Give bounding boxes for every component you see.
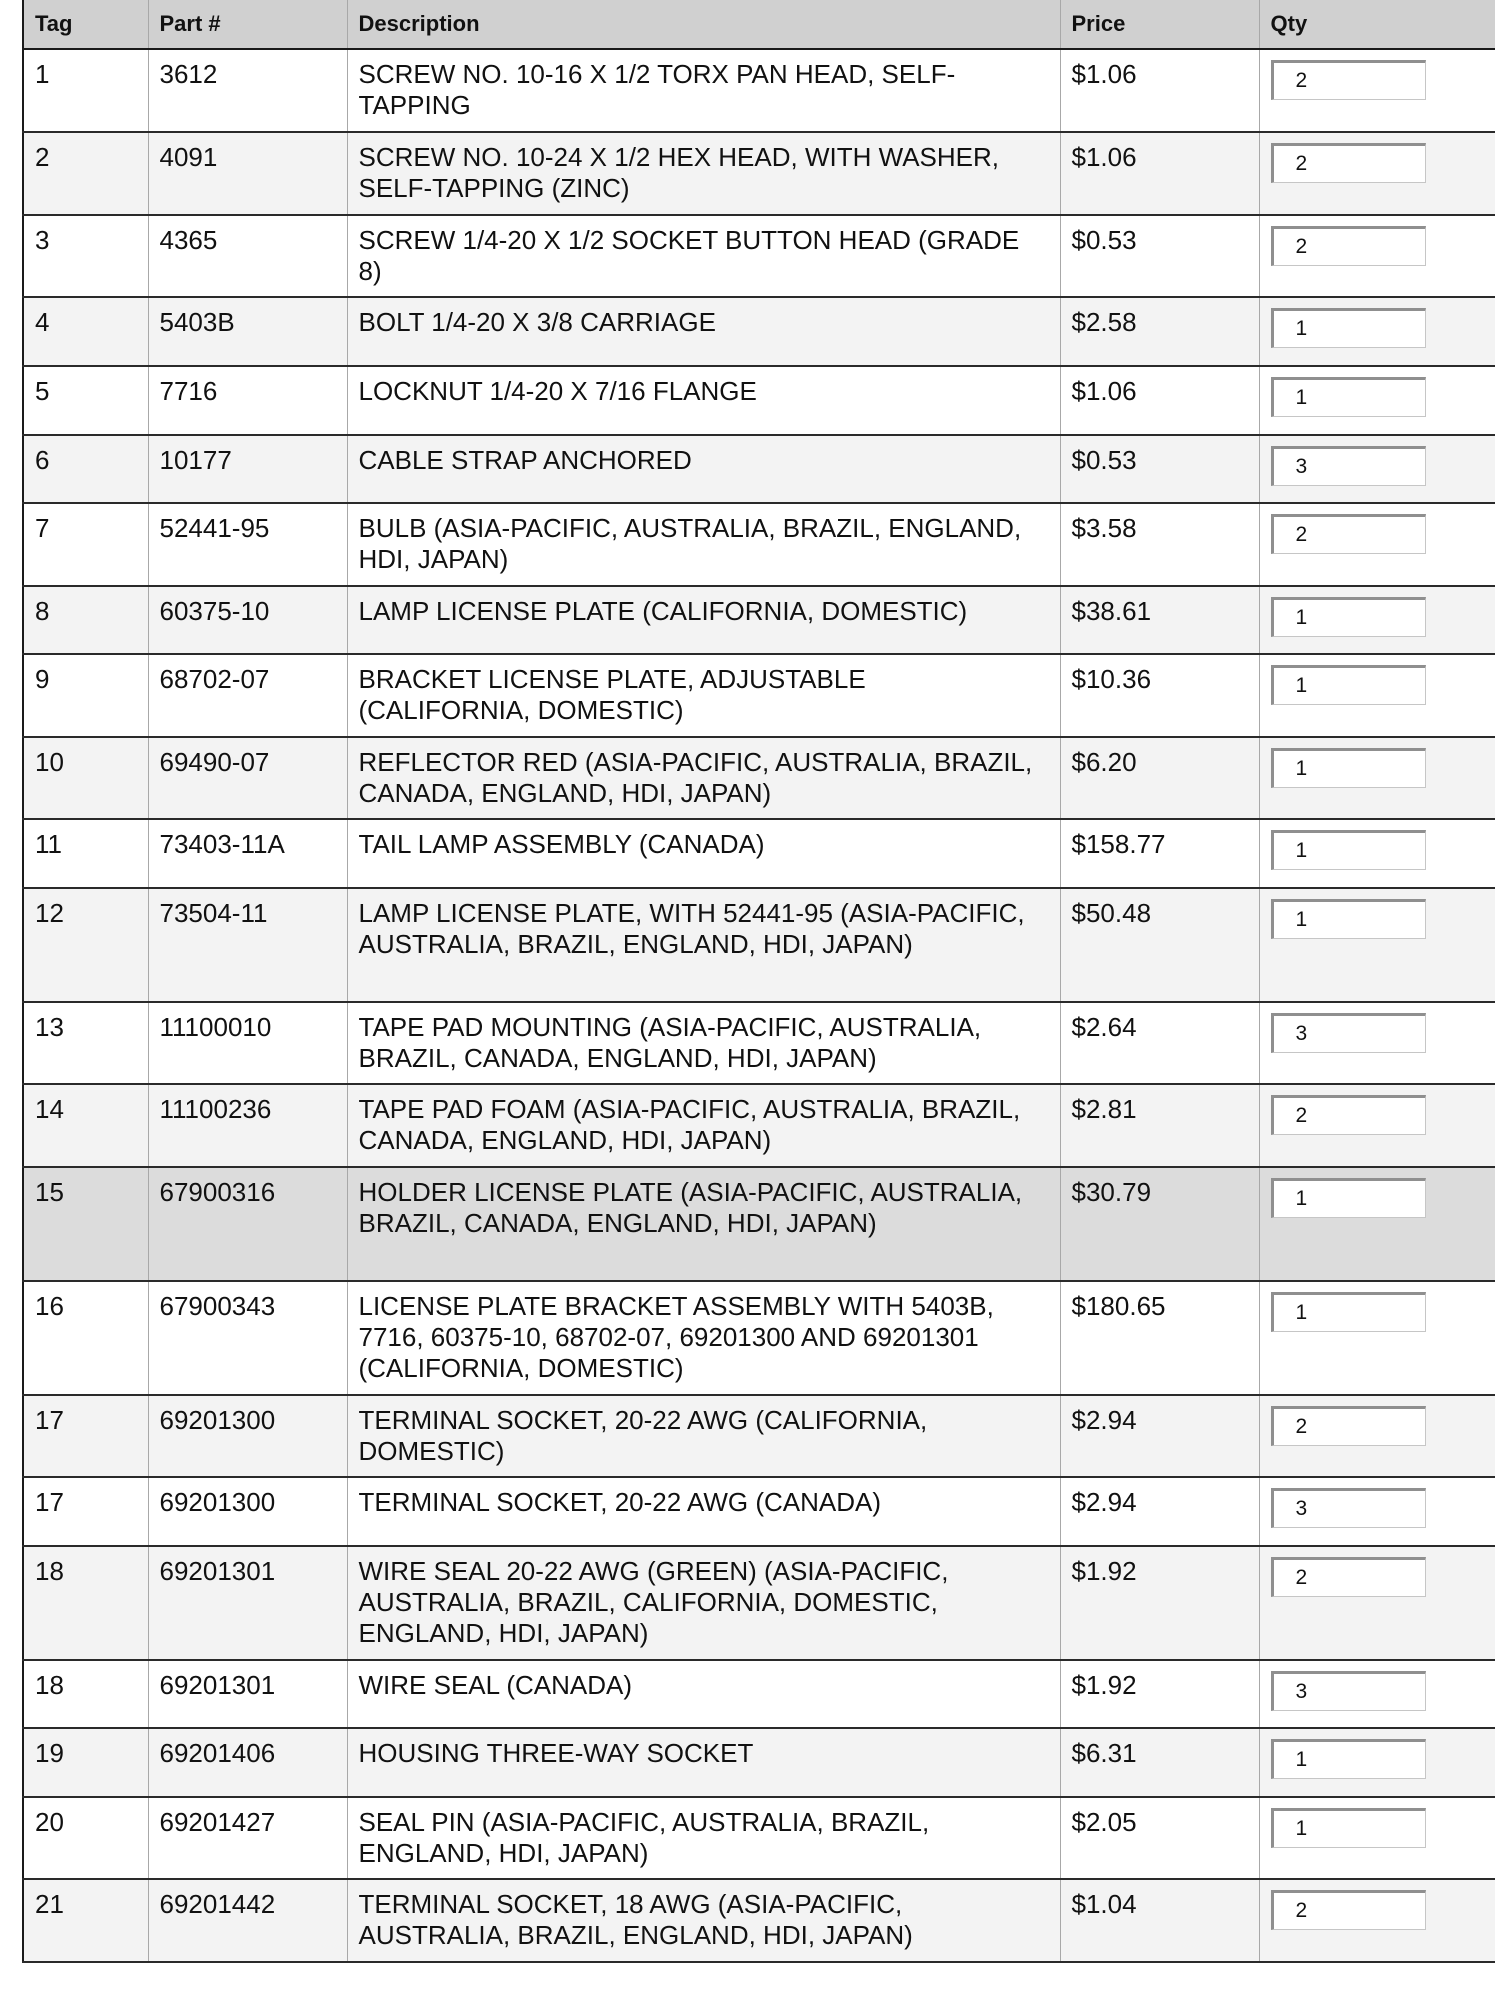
tag-cell: 18 bbox=[23, 1546, 148, 1660]
tag-cell: 10 bbox=[23, 737, 148, 819]
description-cell: REFLECTOR RED (ASIA-PACIFIC, AUSTRALIA, BRAZIL, CANADA, ENGLAND, HDI, JAPAN) bbox=[347, 737, 1060, 819]
part-number-cell: 69201301 bbox=[148, 1660, 347, 1728]
qty-input[interactable] bbox=[1271, 1178, 1426, 1218]
qty-cell bbox=[1259, 1002, 1495, 1084]
tag-cell: 2 bbox=[23, 132, 148, 215]
table-row bbox=[23, 1167, 1495, 1281]
price-cell: $2.94 bbox=[1060, 1395, 1259, 1477]
description-cell: BULB (ASIA-PACIFIC, AUSTRALIA, BRAZIL, ENGLAND, HDI, JAPAN) bbox=[347, 503, 1060, 586]
qty-input[interactable] bbox=[1271, 1890, 1426, 1930]
table-row bbox=[23, 1879, 1495, 1962]
qty-input[interactable] bbox=[1271, 1671, 1426, 1711]
table-row bbox=[23, 1728, 1495, 1797]
qty-cell bbox=[1259, 586, 1495, 654]
description-cell: LAMP LICENSE PLATE (CALIFORNIA, DOMESTIC) bbox=[347, 586, 1060, 654]
price-cell: $1.06 bbox=[1060, 132, 1259, 215]
description-cell: WIRE SEAL 20-22 AWG (GREEN) (ASIA-PACIFIC, AUSTRALIA, BRAZIL, CALIFORNIA, DOMESTIC, ENGLAND, HDI, JAPAN) bbox=[347, 1546, 1060, 1660]
qty-input[interactable] bbox=[1271, 1406, 1426, 1446]
price-cell: $30.79 bbox=[1060, 1167, 1259, 1281]
table-row bbox=[23, 819, 1495, 888]
price-cell: $6.20 bbox=[1060, 737, 1259, 819]
price-cell: $2.94 bbox=[1060, 1477, 1259, 1546]
qty-cell bbox=[1259, 297, 1495, 366]
qty-cell bbox=[1259, 1477, 1495, 1546]
part-number-cell: 69201442 bbox=[148, 1879, 347, 1962]
qty-input[interactable] bbox=[1271, 377, 1426, 417]
table-row bbox=[23, 132, 1495, 215]
tag-cell: 8 bbox=[23, 586, 148, 654]
qty-input[interactable] bbox=[1271, 597, 1426, 637]
table-row bbox=[23, 435, 1495, 503]
price-cell: $3.58 bbox=[1060, 503, 1259, 586]
part-number-cell: 4365 bbox=[148, 215, 347, 297]
price-cell: $1.92 bbox=[1060, 1660, 1259, 1728]
qty-input[interactable] bbox=[1271, 308, 1426, 348]
qty-input[interactable] bbox=[1271, 830, 1426, 870]
price-cell: $10.36 bbox=[1060, 654, 1259, 737]
description-cell: SCREW 1/4-20 X 1/2 SOCKET BUTTON HEAD (GRADE 8) bbox=[347, 215, 1060, 297]
price-cell: $1.06 bbox=[1060, 366, 1259, 435]
table-row bbox=[23, 1084, 1495, 1167]
part-number-cell: 69201301 bbox=[148, 1546, 347, 1660]
price-cell: $0.53 bbox=[1060, 215, 1259, 297]
tag-cell: 14 bbox=[23, 1084, 148, 1167]
table-row bbox=[23, 503, 1495, 586]
table-header-row bbox=[23, 0, 1495, 49]
tag-cell: 6 bbox=[23, 435, 148, 503]
price-cell: $2.64 bbox=[1060, 1002, 1259, 1084]
table-row bbox=[23, 1660, 1495, 1728]
table-row bbox=[23, 737, 1495, 819]
column-header-description: Description bbox=[347, 0, 1060, 49]
qty-input[interactable] bbox=[1271, 1095, 1426, 1135]
tag-cell: 17 bbox=[23, 1477, 148, 1546]
qty-cell bbox=[1259, 49, 1495, 132]
qty-cell bbox=[1259, 1281, 1495, 1395]
qty-input[interactable] bbox=[1271, 1292, 1426, 1332]
price-cell: $0.53 bbox=[1060, 435, 1259, 503]
qty-input[interactable] bbox=[1271, 514, 1426, 554]
part-number-cell: 69201300 bbox=[148, 1477, 347, 1546]
price-cell: $2.58 bbox=[1060, 297, 1259, 366]
tag-cell: 4 bbox=[23, 297, 148, 366]
price-cell: $1.92 bbox=[1060, 1546, 1259, 1660]
qty-cell bbox=[1259, 888, 1495, 1002]
part-number-cell: 68702-07 bbox=[148, 654, 347, 737]
part-number-cell: 52441-95 bbox=[148, 503, 347, 586]
qty-cell bbox=[1259, 654, 1495, 737]
qty-cell bbox=[1259, 1728, 1495, 1797]
price-cell: $158.77 bbox=[1060, 819, 1259, 888]
part-number-cell: 10177 bbox=[148, 435, 347, 503]
description-cell: LAMP LICENSE PLATE, WITH 52441-95 (ASIA-PACIFIC, AUSTRALIA, BRAZIL, ENGLAND, HDI, JAPAN) bbox=[347, 888, 1060, 1002]
tag-cell: 15 bbox=[23, 1167, 148, 1281]
part-number-cell: 3612 bbox=[148, 49, 347, 132]
description-cell: TERMINAL SOCKET, 18 AWG (ASIA-PACIFIC, AUSTRALIA, BRAZIL, ENGLAND, HDI, JAPAN) bbox=[347, 1879, 1060, 1962]
qty-input[interactable] bbox=[1271, 1808, 1426, 1848]
tag-cell: 18 bbox=[23, 1660, 148, 1728]
part-number-cell: 4091 bbox=[148, 132, 347, 215]
column-header-qty: Qty bbox=[1259, 0, 1495, 49]
qty-cell bbox=[1259, 737, 1495, 819]
column-header-part: Part # bbox=[148, 0, 347, 49]
qty-cell bbox=[1259, 1084, 1495, 1167]
tag-cell: 19 bbox=[23, 1728, 148, 1797]
table-row bbox=[23, 654, 1495, 737]
description-cell: WIRE SEAL (CANADA) bbox=[347, 1660, 1060, 1728]
qty-cell bbox=[1259, 1797, 1495, 1879]
qty-cell bbox=[1259, 1167, 1495, 1281]
table-row bbox=[23, 1395, 1495, 1477]
tag-cell: 9 bbox=[23, 654, 148, 737]
description-cell: BOLT 1/4-20 X 3/8 CARRIAGE bbox=[347, 297, 1060, 366]
table-row bbox=[23, 1477, 1495, 1546]
price-cell: $1.04 bbox=[1060, 1879, 1259, 1962]
part-number-cell: 67900316 bbox=[148, 1167, 347, 1281]
part-number-cell: 73504-11 bbox=[148, 888, 347, 1002]
qty-input[interactable] bbox=[1271, 1013, 1426, 1053]
qty-cell bbox=[1259, 215, 1495, 297]
price-cell: $2.05 bbox=[1060, 1797, 1259, 1879]
qty-cell bbox=[1259, 1660, 1495, 1728]
qty-input[interactable] bbox=[1271, 1557, 1426, 1597]
description-cell: SCREW NO. 10-24 X 1/2 HEX HEAD, WITH WASHER, SELF-TAPPING (ZINC) bbox=[347, 132, 1060, 215]
description-cell: BRACKET LICENSE PLATE, ADJUSTABLE (CALIFORNIA, DOMESTIC) bbox=[347, 654, 1060, 737]
tag-cell: 12 bbox=[23, 888, 148, 1002]
qty-input[interactable] bbox=[1271, 60, 1426, 100]
price-cell: $180.65 bbox=[1060, 1281, 1259, 1395]
description-cell: TERMINAL SOCKET, 20-22 AWG (CANADA) bbox=[347, 1477, 1060, 1546]
description-cell: TAPE PAD MOUNTING (ASIA-PACIFIC, AUSTRALIA, BRAZIL, CANADA, ENGLAND, HDI, JAPAN) bbox=[347, 1002, 1060, 1084]
tag-cell: 21 bbox=[23, 1879, 148, 1962]
description-cell: TERMINAL SOCKET, 20-22 AWG (CALIFORNIA, DOMESTIC) bbox=[347, 1395, 1060, 1477]
part-number-cell: 69490-07 bbox=[148, 737, 347, 819]
table-row bbox=[23, 49, 1495, 132]
price-cell: $2.81 bbox=[1060, 1084, 1259, 1167]
description-cell: HOUSING THREE-WAY SOCKET bbox=[347, 1728, 1060, 1797]
tag-cell: 1 bbox=[23, 49, 148, 132]
description-cell: HOLDER LICENSE PLATE (ASIA-PACIFIC, AUSTRALIA, BRAZIL, CANADA, ENGLAND, HDI, JAPAN) bbox=[347, 1167, 1060, 1281]
qty-cell bbox=[1259, 132, 1495, 215]
qty-cell bbox=[1259, 819, 1495, 888]
qty-cell bbox=[1259, 1395, 1495, 1477]
description-cell: SEAL PIN (ASIA-PACIFIC, AUSTRALIA, BRAZIL, ENGLAND, HDI, JAPAN) bbox=[347, 1797, 1060, 1879]
part-number-cell: 5403B bbox=[148, 297, 347, 366]
column-header-tag: Tag bbox=[23, 0, 148, 49]
price-cell: $1.06 bbox=[1060, 49, 1259, 132]
table-row bbox=[23, 1002, 1495, 1084]
parts-table bbox=[22, 0, 1495, 1963]
table-row bbox=[23, 1797, 1495, 1879]
qty-input[interactable] bbox=[1271, 226, 1426, 266]
part-number-cell: 69201406 bbox=[148, 1728, 347, 1797]
tag-cell: 11 bbox=[23, 819, 148, 888]
qty-input[interactable] bbox=[1271, 446, 1426, 486]
description-cell: TAIL LAMP ASSEMBLY (CANADA) bbox=[347, 819, 1060, 888]
qty-input[interactable] bbox=[1271, 748, 1426, 788]
description-cell: SCREW NO. 10-16 X 1/2 TORX PAN HEAD, SELF-TAPPING bbox=[347, 49, 1060, 132]
table-row bbox=[23, 1281, 1495, 1395]
part-number-cell: 67900343 bbox=[148, 1281, 347, 1395]
column-header-price: Price bbox=[1060, 0, 1259, 49]
part-number-cell: 60375-10 bbox=[148, 586, 347, 654]
tag-cell: 7 bbox=[23, 503, 148, 586]
price-cell: $50.48 bbox=[1060, 888, 1259, 1002]
qty-cell bbox=[1259, 1879, 1495, 1962]
tag-cell: 13 bbox=[23, 1002, 148, 1084]
description-cell: LOCKNUT 1/4-20 X 7/16 FLANGE bbox=[347, 366, 1060, 435]
qty-cell bbox=[1259, 1546, 1495, 1660]
qty-cell bbox=[1259, 503, 1495, 586]
qty-cell bbox=[1259, 366, 1495, 435]
part-number-cell: 7716 bbox=[148, 366, 347, 435]
tag-cell: 17 bbox=[23, 1395, 148, 1477]
tag-cell: 16 bbox=[23, 1281, 148, 1395]
part-number-cell: 69201427 bbox=[148, 1797, 347, 1879]
price-cell: $6.31 bbox=[1060, 1728, 1259, 1797]
qty-input[interactable] bbox=[1271, 899, 1426, 939]
description-cell: CABLE STRAP ANCHORED bbox=[347, 435, 1060, 503]
table-row bbox=[23, 1546, 1495, 1660]
tag-cell: 5 bbox=[23, 366, 148, 435]
description-cell: LICENSE PLATE BRACKET ASSEMBLY WITH 5403B, 7716, 60375-10, 68702-07, 69201300 AND 69201301 (CALIFORNIA, DOMESTIC) bbox=[347, 1281, 1060, 1395]
table-row bbox=[23, 215, 1495, 297]
qty-input[interactable] bbox=[1271, 143, 1426, 183]
table-row bbox=[23, 366, 1495, 435]
part-number-cell: 11100236 bbox=[148, 1084, 347, 1167]
part-number-cell: 11100010 bbox=[148, 1002, 347, 1084]
qty-cell bbox=[1259, 435, 1495, 503]
tag-cell: 20 bbox=[23, 1797, 148, 1879]
price-cell: $38.61 bbox=[1060, 586, 1259, 654]
table-row bbox=[23, 297, 1495, 366]
part-number-cell: 73403-11A bbox=[148, 819, 347, 888]
table-row bbox=[23, 888, 1495, 1002]
description-cell: TAPE PAD FOAM (ASIA-PACIFIC, AUSTRALIA, BRAZIL, CANADA, ENGLAND, HDI, JAPAN) bbox=[347, 1084, 1060, 1167]
table-row bbox=[23, 586, 1495, 654]
qty-input[interactable] bbox=[1271, 1488, 1426, 1528]
qty-input[interactable] bbox=[1271, 1739, 1426, 1779]
tag-cell: 3 bbox=[23, 215, 148, 297]
qty-input[interactable] bbox=[1271, 665, 1426, 705]
part-number-cell: 69201300 bbox=[148, 1395, 347, 1477]
